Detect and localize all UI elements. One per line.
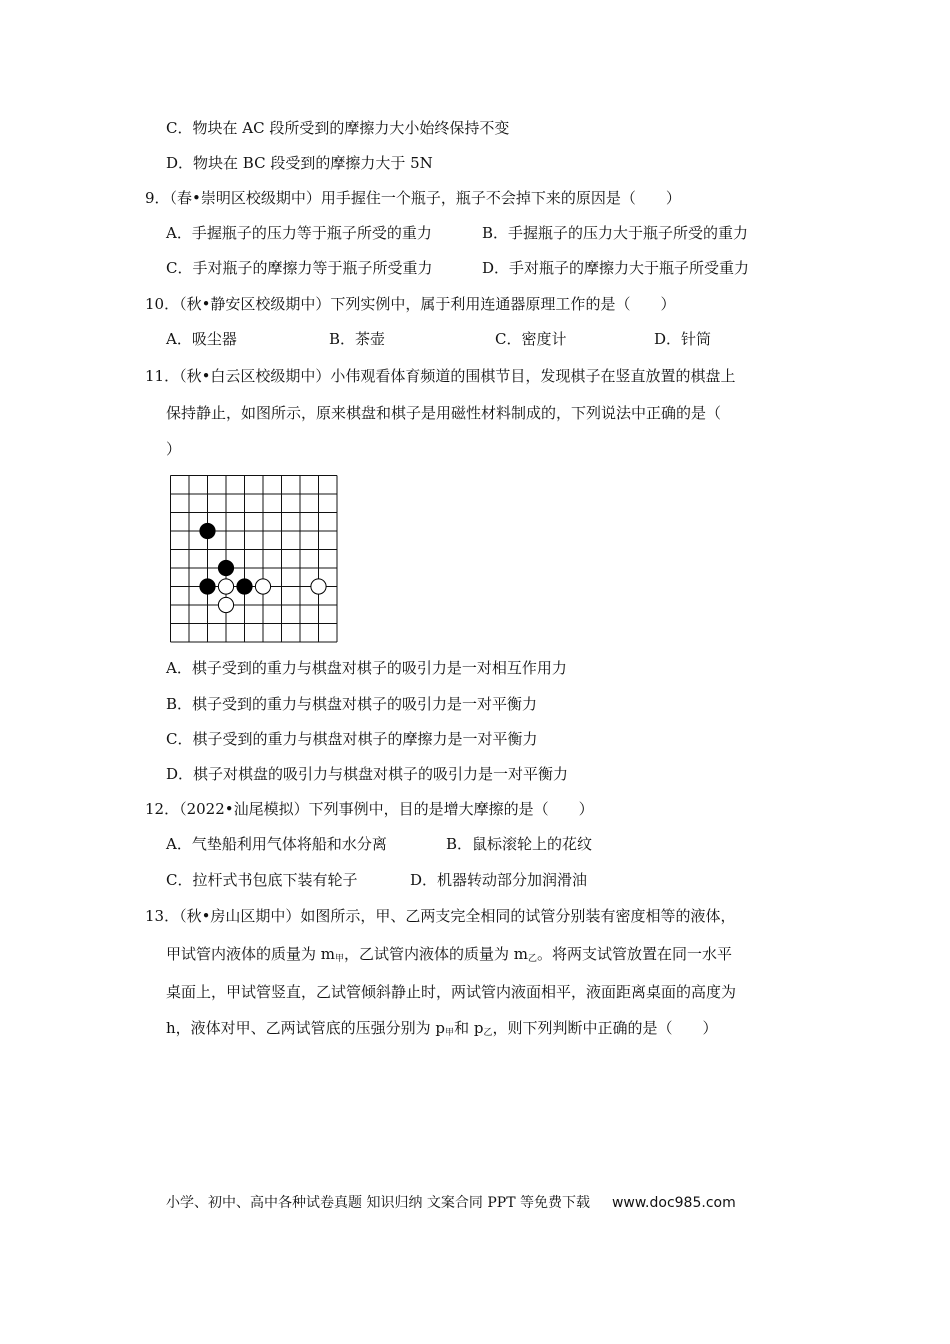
page-footer xyxy=(166,1192,736,1212)
q12-option-c: C．拉杆式书包底下装有轮子 xyxy=(166,871,358,889)
q10-option-a: A．吸尘器 xyxy=(166,330,237,348)
black-stone xyxy=(237,579,252,594)
q13-line-4-part-a: h，液体对甲、乙两试管底的压强分别为 p xyxy=(166,1019,446,1037)
q9-stem: 9．（春•崇明区校级期中）用手握住一个瓶子，瓶子不会掉下来的原因是（ ） xyxy=(145,189,681,207)
q11-option-c: C．棋子受到的重力与棋盘对棋子的摩擦力是一对平衡力 xyxy=(166,730,538,748)
footer-url-link[interactable]: www.doc985.com xyxy=(611,1195,736,1211)
q10-stem: 10．（秋•静安区校级期中）下列实例中，属于利用连通器原理工作的是（ ） xyxy=(145,295,676,313)
q9-option-b: B．手握瓶子的压力大于瓶子所受的重力 xyxy=(482,224,749,242)
go-board-figure xyxy=(170,475,338,647)
black-stone xyxy=(218,560,233,575)
q13-stem-line-2 xyxy=(166,944,732,967)
black-stone xyxy=(200,579,215,594)
subscript-yi: 乙 xyxy=(528,954,538,964)
q11-option-b: B．棋子受到的重力与棋盘对棋子的吸引力是一对平衡力 xyxy=(166,695,538,713)
q9-option-c: C．手对瓶子的摩擦力等于瓶子所受重力 xyxy=(166,259,433,277)
footer-text: 小学、初中、高中各种试卷真题 知识归纳 文案合同 PPT 等免费下载 xyxy=(166,1195,590,1211)
q13-line-2-part-a: 甲试管内液体的质量为 m xyxy=(166,945,335,963)
q12-stem: 12．（2022•汕尾模拟）下列事例中，目的是增大摩擦的是（ ） xyxy=(145,800,594,818)
q8-option-c: C．物块在 AC 段所受到的摩擦力大小始终保持不变 xyxy=(166,119,510,137)
q10-option-b: B．茶壶 xyxy=(329,330,386,348)
subscript-yi: 乙 xyxy=(483,1028,493,1038)
q10-option-c: C．密度计 xyxy=(495,330,567,348)
q11-stem-line-3: ） xyxy=(166,440,182,458)
q10-option-d: D．针筒 xyxy=(654,330,712,348)
go-board xyxy=(170,475,338,643)
q9-option-a: A．手握瓶子的压力等于瓶子所受的重力 xyxy=(166,224,432,242)
q13-stem-line-3: 桌面上，甲试管竖直，乙试管倾斜静止时，两试管内液面相平，液面距离桌面的高度为 xyxy=(166,983,737,1001)
q11-stem-line-1: 11．（秋•白云区校级期中）小伟观看体育频道的围棋节目，发现棋子在竖直放置的棋盘上 xyxy=(145,367,736,385)
q13-stem-line-1: 13．（秋•房山区期中）如图所示，甲、乙两支完全相同的试管分别装有密度相等的液体， xyxy=(145,907,736,925)
white-stone xyxy=(218,597,233,612)
q13-line-2-part-c: 。将两支试管放置在同一水平 xyxy=(537,945,733,963)
q11-option-d: D．棋子对棋盘的吸引力与棋盘对棋子的吸引力是一对平衡力 xyxy=(166,765,569,783)
q12-option-a: A．气垫船利用气体将船和水分离 xyxy=(166,835,387,853)
q11-option-a: A．棋子受到的重力与棋盘对棋子的吸引力是一对相互作用力 xyxy=(166,659,567,677)
white-stone xyxy=(218,579,233,594)
q13-line-4-part-c: ，则下列判断中正确的是（ ） xyxy=(492,1019,718,1037)
white-stone xyxy=(311,579,326,594)
q12-option-d: D．机器转动部分加润滑油 xyxy=(410,871,588,889)
subscript-jia: 甲 xyxy=(445,1028,455,1038)
q13-stem-line-4 xyxy=(166,1018,717,1041)
q13-line-2-part-b: ，乙试管内液体的质量为 m xyxy=(344,945,529,963)
subscript-jia: 甲 xyxy=(335,954,345,964)
black-stone xyxy=(200,523,215,538)
q13-line-4-part-b: 和 p xyxy=(454,1019,484,1037)
q9-option-d: D．手对瓶子的摩擦力大于瓶子所受重力 xyxy=(482,259,750,277)
q12-option-b: B．鼠标滚轮上的花纹 xyxy=(446,835,593,853)
q11-stem-line-2: 保持静止，如图所示，原来棋盘和棋子是用磁性材料制成的，下列说法中正确的是（ xyxy=(166,404,722,422)
q8-option-d: D．物块在 BC 段受到的摩擦力大于 5N xyxy=(166,154,433,172)
white-stone xyxy=(255,579,270,594)
